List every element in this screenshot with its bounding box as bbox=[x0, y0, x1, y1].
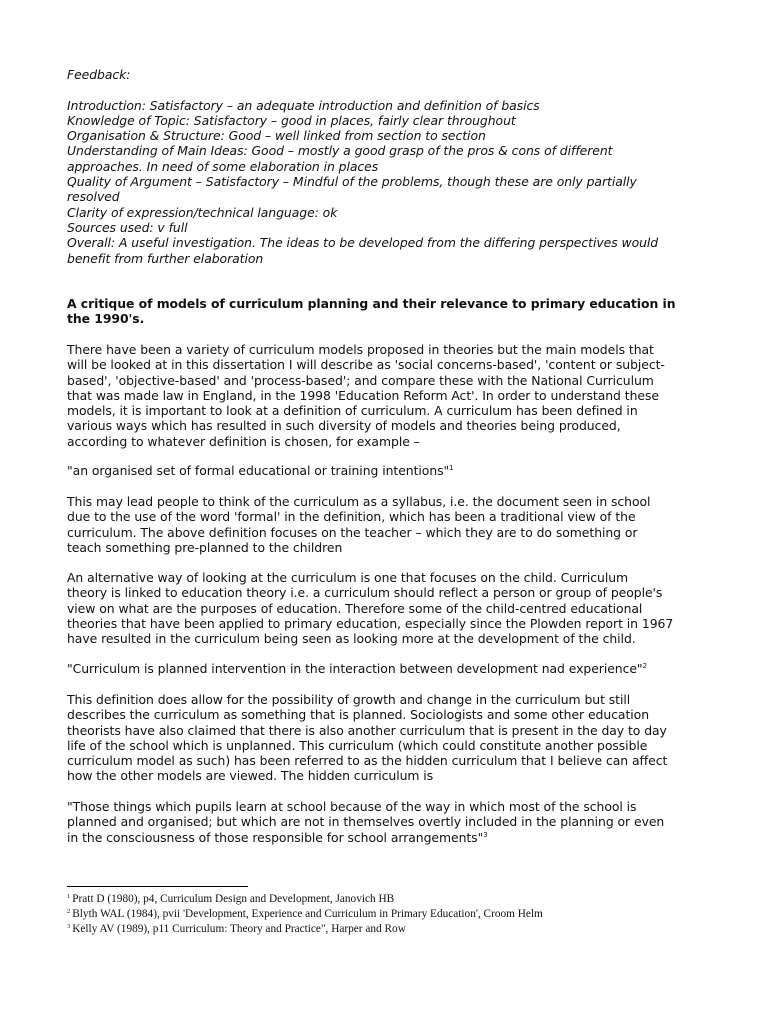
paragraph-line: This may lead people to think of the curriculum as a syllabus, i.e. the document seen in school bbox=[67, 494, 651, 509]
footnote-text: Blyth WAL (1984), pvii 'Development, Experience and Curriculum in Primary Education', Croom Helm bbox=[72, 908, 543, 920]
paragraph-line: life of the school which is unplanned. This curriculum (which could constitute another possible bbox=[67, 737, 648, 753]
footnote-3 bbox=[67, 922, 727, 936]
feedback-line: Introduction: Satisfactory – an adequate introduction and definition of basics bbox=[67, 97, 540, 113]
quote-text: "an organised set of formal educational or training intentions" bbox=[67, 463, 450, 478]
footnote-text: Pratt D (1980), p4, Curriculum Design and Development, Janovich HB bbox=[72, 893, 395, 905]
paragraph-2 bbox=[67, 494, 707, 555]
paragraph-line: curriculum model as such) has been referred to as the hidden curriculum that I believe can affect bbox=[67, 753, 668, 769]
paragraph-line: will be looked at in this dissertation I will describe as 'social concerns-based', 'content or subject- bbox=[67, 357, 665, 373]
feedback-line: Knowledge of Topic: Satisfactory – good in places, fairly clear throughout bbox=[67, 112, 516, 128]
paragraph-line: due to the use of the word 'formal' in the definition, which has been a traditional view of the bbox=[67, 509, 636, 525]
paragraph-1 bbox=[67, 342, 707, 449]
paragraph-line: have resulted in the curriculum being seen as looking more at the development of the child. bbox=[67, 631, 636, 647]
quote-3 bbox=[67, 799, 707, 845]
quote-text: "Curriculum is planned intervention in the interaction between development nad experience" bbox=[67, 661, 643, 676]
feedback-line bbox=[67, 82, 707, 97]
footnote-ref: 1 bbox=[449, 464, 454, 472]
paragraph-line: based', 'objective-based' and 'process-based'; and compare these with the National Curriculum bbox=[67, 372, 654, 388]
paragraph-4 bbox=[67, 692, 707, 784]
feedback-block bbox=[67, 67, 707, 266]
feedback-heading: Feedback: bbox=[67, 67, 131, 82]
quote-2 bbox=[67, 661, 707, 676]
page-title bbox=[67, 296, 707, 327]
footnote-1 bbox=[67, 892, 727, 906]
footnote-ref: 3 bbox=[483, 830, 488, 839]
paragraph-line: various ways which has resulted in such diversity of models and theories being produced, bbox=[67, 418, 621, 434]
feedback-line: resolved bbox=[67, 189, 120, 205]
paragraph-line: view on what are the purposes of education. Therefore some of the child-centred educational bbox=[67, 600, 643, 616]
footnote-number: 3 bbox=[67, 923, 71, 930]
feedback-line: Understanding of Main Ideas: Good – mostly a good grasp of the pros & cons of different bbox=[67, 143, 613, 159]
paragraph-line: An alternative way of looking at the curriculum is one that focuses on the child. Curriculum bbox=[67, 570, 629, 585]
paragraph-line: describes the curriculum as something that is planned. Sociologists and some other education bbox=[67, 707, 650, 723]
quote-line: planned and organised; but which are not in themselves overtly included in the planning or even bbox=[67, 814, 665, 830]
paragraph-line: how the other models are viewed. The hidden curriculum is bbox=[67, 768, 434, 784]
feedback-line: benefit from further elaboration bbox=[67, 250, 264, 266]
paragraph-line: models, it is important to look at a definition of curriculum. A curriculum has been defined in bbox=[67, 403, 638, 419]
feedback-line: approaches. In need of some elaboration in places bbox=[67, 158, 379, 174]
footnote-text: Kelly AV (1989), p11 Curriculum: Theory and Practice", Harper and Row bbox=[72, 923, 406, 935]
paragraph-line: curriculum. The above definition focuses on the teacher – which they are to do something or bbox=[67, 524, 638, 540]
feedback-line: Quality of Argument – Satisfactory – Mindful of the problems, though these are only partially bbox=[67, 174, 637, 190]
paragraph-line: This definition does allow for the possibility of growth and change in the curriculum but still bbox=[67, 692, 631, 707]
quote-line: in the consciousness of those responsible for school arrangements" bbox=[67, 829, 484, 845]
feedback-line: Overall: A useful investigation. The ideas to be developed from the differing perspectives would bbox=[67, 235, 659, 251]
paragraph-line: teach something pre-planned to the children bbox=[67, 539, 343, 555]
title-line: the 1990's. bbox=[67, 311, 145, 327]
paragraph-line: theories that have been applied to primary education, especially since the Plowden report in 1967 bbox=[67, 615, 674, 631]
feedback-line: Sources used: v full bbox=[67, 219, 188, 235]
quote-1 bbox=[67, 463, 707, 478]
paragraph-line: theorists have also claimed that there is also another curriculum that is present in the day to day bbox=[67, 722, 667, 738]
feedback-line: Organisation & Structure: Good – well linked from section to section bbox=[67, 128, 486, 144]
paragraph-3 bbox=[67, 570, 707, 646]
footnote-2 bbox=[67, 907, 727, 921]
footnote-ref: 2 bbox=[642, 662, 647, 670]
footnote-number: 1 bbox=[67, 893, 71, 900]
paragraph-line: theory is linked to education theory i.e. a curriculum should reflect a person or group of people's bbox=[67, 585, 663, 601]
paragraph-line: according to whatever definition is chosen, for example – bbox=[67, 433, 420, 449]
title-line: A critique of models of curriculum planning and their relevance to primary education in bbox=[67, 296, 676, 311]
paragraph-line: There have been a variety of curriculum models proposed in theories but the main models that bbox=[67, 342, 654, 357]
quote-line: "Those things which pupils learn at school because of the way in which most of the school is bbox=[67, 799, 637, 814]
feedback-line: Clarity of expression/technical language: ok bbox=[67, 204, 338, 220]
footnote-divider bbox=[67, 886, 248, 887]
footnote-number: 2 bbox=[67, 908, 71, 915]
paragraph-line: that was made law in England, in the 1998 'Education Reform Act'. In order to understand these bbox=[67, 387, 659, 403]
